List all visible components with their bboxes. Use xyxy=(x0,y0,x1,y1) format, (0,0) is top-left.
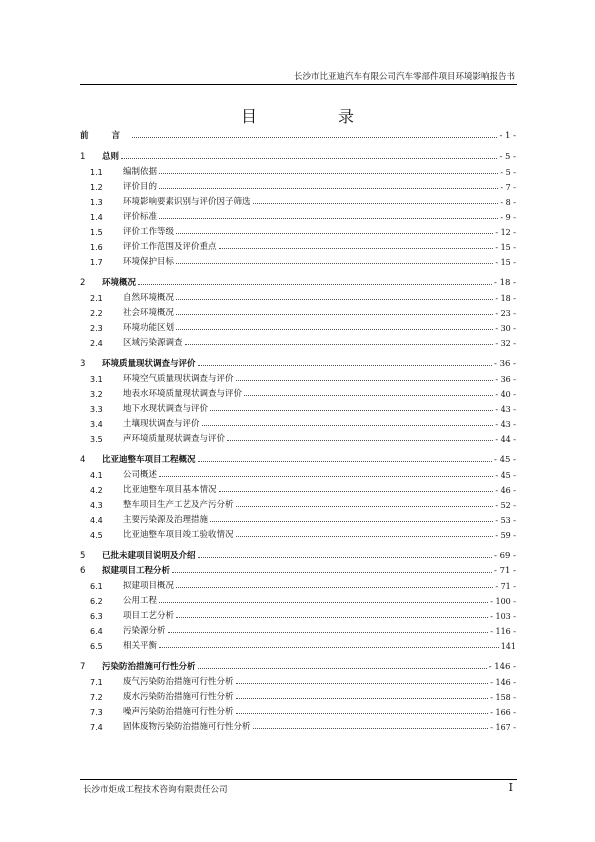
toc-entry-page: - 15 - xyxy=(495,243,516,252)
toc-leader-dots xyxy=(159,646,499,648)
toc-leader-dots xyxy=(198,460,493,462)
toc-entry-page: - 8 - xyxy=(500,198,516,207)
toc-leader-dots xyxy=(138,283,492,285)
table-of-contents xyxy=(80,126,516,732)
toc-section-entry[interactable] xyxy=(80,480,516,495)
toc-leader-dots xyxy=(168,631,489,633)
toc-leader-dots xyxy=(236,697,489,699)
toc-entry-page: - 5 - xyxy=(499,152,516,162)
toc-entry-label: 总则 xyxy=(102,152,120,162)
toc-section-entry[interactable] xyxy=(80,414,516,429)
toc-entry-page: - 43 - xyxy=(495,420,516,429)
toc-section-entry[interactable] xyxy=(80,606,516,621)
toc-section-entry[interactable] xyxy=(80,177,516,192)
toc-chapter-entry[interactable] xyxy=(80,273,516,288)
toc-section-entry[interactable] xyxy=(80,222,516,237)
toc-leader-dots xyxy=(176,298,493,300)
toc-chapter-entry[interactable] xyxy=(80,354,516,369)
toc-entry-label: 前 言 xyxy=(80,131,130,141)
toc-entry-page: - 52 - xyxy=(495,501,516,510)
toc-entry-page: - 166 - xyxy=(490,708,516,717)
toc-leader-dots xyxy=(198,556,493,558)
toc-section-entry[interactable] xyxy=(80,687,516,702)
toc-section-entry[interactable] xyxy=(80,207,516,222)
toc-leader-dots xyxy=(176,232,493,234)
toc-entry-page: - 7 - xyxy=(500,183,516,192)
toc-section-entry[interactable] xyxy=(80,702,516,717)
toc-section-entry[interactable] xyxy=(80,252,516,267)
toc-chapter-entry[interactable] xyxy=(80,450,516,465)
toc-entry-label: 污染源分析 xyxy=(123,626,166,636)
toc-entry-number: 2.3 xyxy=(90,324,103,333)
toc-chapter-entry[interactable] xyxy=(80,561,516,576)
toc-leader-dots xyxy=(236,535,494,537)
toc-entry-label: 环境保护目标 xyxy=(123,257,175,267)
toc-entry-label: 社会环境概况 xyxy=(123,308,175,318)
toc-leader-dots xyxy=(210,520,493,522)
toc-leader-dots xyxy=(244,394,493,396)
toc-entry-page: - 46 - xyxy=(495,486,516,495)
toc-leader-dots xyxy=(176,262,493,264)
footer-company: 长沙市炬成工程技术咨询有限责任公司 xyxy=(83,785,228,795)
toc-entry-page: - 40 - xyxy=(495,390,516,399)
toc-entry-label: 固体废物污染防治措施可行性分析 xyxy=(123,722,251,732)
toc-leader-dots xyxy=(176,616,488,618)
toc-entry-label: 废气污染防治措施可行性分析 xyxy=(123,677,234,687)
toc-entry-number: 5 xyxy=(80,551,86,561)
toc-entry-label: 编制依据 xyxy=(123,167,158,177)
toc-entry-page: - 158 - xyxy=(490,693,516,702)
toc-section-entry[interactable] xyxy=(80,636,516,651)
toc-entry-number: 6.2 xyxy=(90,597,103,606)
toc-leader-dots xyxy=(202,424,494,426)
toc-section-entry[interactable] xyxy=(80,717,516,732)
toc-chapter-entry[interactable] xyxy=(80,546,516,561)
toc-entry-page: - 44 - xyxy=(495,435,516,444)
toc-section-entry[interactable] xyxy=(80,429,516,444)
toc-section-entry[interactable] xyxy=(80,237,516,252)
toc-entry-page: - 30 - xyxy=(495,324,516,333)
toc-section-entry[interactable] xyxy=(80,192,516,207)
toc-entry-number: 1 xyxy=(80,152,86,162)
toc-entry-number: 4.1 xyxy=(90,471,103,480)
toc-leader-dots xyxy=(159,187,498,189)
toc-entry-page: - 103 - xyxy=(490,612,516,621)
toc-entry-label: 环境概况 xyxy=(102,278,137,288)
toc-entry-label: 相关平衡 xyxy=(123,641,158,651)
toc-entry-page: - 69 - xyxy=(494,551,516,561)
toc-entry-page: - 45 - xyxy=(494,455,516,465)
toc-section-entry[interactable] xyxy=(80,303,516,318)
toc-section-entry[interactable] xyxy=(80,672,516,687)
toc-entry-label: 评价工作范围及评价重点 xyxy=(123,242,217,252)
toc-entry-label: 评价工作等级 xyxy=(123,227,175,237)
toc-entry-number: 1.7 xyxy=(90,258,103,267)
toc-entry-label: 环境质量现状调查与评价 xyxy=(102,359,196,369)
toc-leader-dots xyxy=(159,217,498,219)
toc-chapter-entry[interactable] xyxy=(80,657,516,672)
toc-entry-page: - 146 - xyxy=(490,678,516,687)
toc-entry-number: 6.1 xyxy=(90,582,103,591)
toc-section-entry[interactable] xyxy=(80,369,516,384)
toc-entry-page: - 167 - xyxy=(490,723,516,732)
toc-entry-number: 2.4 xyxy=(90,339,103,348)
toc-entry-number: 6.5 xyxy=(90,642,103,651)
toc-entry-number: 1.6 xyxy=(90,243,103,252)
toc-entry-page: 141 xyxy=(500,642,516,651)
toc-entry-label: 地下水现状调查与评价 xyxy=(123,404,209,414)
toc-entry-label: 拟建项目概况 xyxy=(123,581,175,591)
toc-entry-label: 地表水环境质量现状调查与评价 xyxy=(123,389,243,399)
toc-entry-page: - 1 - xyxy=(499,131,516,141)
toc-leader-dots xyxy=(236,379,494,381)
footer-rule xyxy=(80,779,517,780)
toc-title: 目 录 xyxy=(240,107,393,126)
toc-entry-label: 公用工程 xyxy=(123,596,158,606)
toc-entry-label: 比亚迪整车项目工程概况 xyxy=(102,455,196,465)
toc-leader-dots xyxy=(121,157,497,159)
toc-entry-label: 环境空气质量现状调查与评价 xyxy=(123,374,234,384)
toc-chapter-entry[interactable] xyxy=(80,126,516,141)
toc-entry-label: 拟建项目工程分析 xyxy=(102,566,171,576)
toc-leader-dots xyxy=(219,490,494,492)
toc-entry-label: 比亚迪整车项目竣工验收情况 xyxy=(123,530,234,540)
toc-entry-page: - 43 - xyxy=(495,405,516,414)
toc-entry-page: - 100 - xyxy=(490,597,516,606)
toc-entry-number: 3.4 xyxy=(90,420,103,429)
toc-entry-number: 7.3 xyxy=(90,708,103,717)
toc-entry-number: 1.2 xyxy=(90,183,103,192)
toc-entry-number: 7.4 xyxy=(90,723,103,732)
toc-entry-label: 项目工艺分析 xyxy=(123,611,175,621)
toc-entry-number: 1.3 xyxy=(90,198,103,207)
toc-section-entry[interactable] xyxy=(80,399,516,414)
toc-section-entry[interactable] xyxy=(80,288,516,303)
toc-entry-number: 3.3 xyxy=(90,405,103,414)
toc-entry-page: - 18 - xyxy=(494,278,516,288)
toc-entry-label: 已批未建项目说明及介绍 xyxy=(102,551,196,561)
toc-entry-number: 4.2 xyxy=(90,486,103,495)
toc-entry-page: - 59 - xyxy=(495,531,516,540)
toc-section-entry[interactable] xyxy=(80,318,516,333)
toc-entry-number: 4.4 xyxy=(90,516,103,525)
toc-entry-number: 3.5 xyxy=(90,435,103,444)
toc-entry-number: 2.2 xyxy=(90,309,103,318)
toc-entry-page: - 18 - xyxy=(495,294,516,303)
toc-leader-dots xyxy=(159,601,488,603)
toc-leader-dots xyxy=(253,727,489,729)
toc-entry-page: - 71 - xyxy=(494,566,516,576)
toc-leader-dots xyxy=(185,343,494,345)
toc-entry-page: - 36 - xyxy=(494,359,516,369)
toc-chapter-entry[interactable] xyxy=(80,147,516,162)
toc-entry-number: 2.1 xyxy=(90,294,103,303)
toc-entry-number: 7 xyxy=(80,662,86,672)
toc-leader-dots xyxy=(236,682,489,684)
toc-entry-page: - 146 - xyxy=(488,662,516,672)
toc-section-entry[interactable] xyxy=(80,495,516,510)
toc-entry-number: 6.4 xyxy=(90,627,103,636)
toc-entry-page: - 45 - xyxy=(495,471,516,480)
toc-leader-dots xyxy=(227,439,493,441)
toc-leader-dots xyxy=(159,172,498,174)
toc-entry-page: - 53 - xyxy=(495,516,516,525)
toc-entry-number: 1.4 xyxy=(90,213,103,222)
toc-entry-number: 3.2 xyxy=(90,390,103,399)
toc-entry-label: 声环境质量现状调查与评价 xyxy=(123,434,226,444)
toc-leader-dots xyxy=(198,364,493,366)
running-header: 长沙市比亚迪汽车有限公司汽车零部件项目环境影响报告书 xyxy=(293,72,515,82)
toc-section-entry[interactable] xyxy=(80,162,516,177)
toc-entry-label: 自然环境概况 xyxy=(123,293,175,303)
toc-entry-label: 环境影响要素识别与评价因子筛选 xyxy=(123,197,251,207)
toc-section-entry[interactable] xyxy=(80,576,516,591)
toc-entry-label: 环境功能区划 xyxy=(123,323,175,333)
toc-section-entry[interactable] xyxy=(80,525,516,540)
header-rule xyxy=(80,84,517,85)
toc-entry-label: 废水污染防治措施可行性分析 xyxy=(123,692,234,702)
toc-entry-label: 评价标准 xyxy=(123,212,158,222)
toc-entry-number: 2 xyxy=(80,278,86,288)
toc-entry-page: - 71 - xyxy=(495,582,516,591)
toc-entry-label: 土壤现状调查与评价 xyxy=(123,419,200,429)
toc-entry-number: 1.1 xyxy=(90,168,103,177)
toc-entry-label: 比亚迪整车项目基本情况 xyxy=(123,485,217,495)
toc-entry-label: 噪声污染防治措施可行性分析 xyxy=(123,707,234,717)
toc-section-entry[interactable] xyxy=(80,384,516,399)
toc-entry-page: - 9 - xyxy=(500,213,516,222)
toc-section-entry[interactable] xyxy=(80,333,516,348)
toc-leader-dots xyxy=(253,202,499,204)
toc-leader-dots xyxy=(198,667,487,669)
toc-leader-dots xyxy=(172,571,492,573)
toc-leader-dots xyxy=(236,712,489,714)
toc-entry-number: 7.2 xyxy=(90,693,103,702)
toc-entry-page: - 12 - xyxy=(495,228,516,237)
toc-entry-number: 4.3 xyxy=(90,501,103,510)
toc-entry-page: - 116 - xyxy=(490,627,516,636)
toc-leader-dots xyxy=(219,247,494,249)
toc-entry-label: 评价目的 xyxy=(123,182,158,192)
toc-entry-label: 主要污染源及治理措施 xyxy=(123,515,209,525)
toc-entry-page: - 5 - xyxy=(500,168,516,177)
toc-entry-label: 区域污染源调查 xyxy=(123,338,183,348)
toc-entry-page: - 23 - xyxy=(495,309,516,318)
toc-entry-page: - 32 - xyxy=(495,339,516,348)
toc-section-entry[interactable] xyxy=(80,591,516,606)
toc-entry-number: 3 xyxy=(80,359,86,369)
toc-section-entry[interactable] xyxy=(80,465,516,480)
toc-entry-page: - 15 - xyxy=(495,258,516,267)
toc-leader-dots xyxy=(176,328,493,330)
toc-leader-dots xyxy=(176,586,493,588)
toc-entry-page: - 36 - xyxy=(495,375,516,384)
toc-leader-dots xyxy=(132,136,497,138)
toc-entry-number: 6.3 xyxy=(90,612,103,621)
toc-section-entry[interactable] xyxy=(80,510,516,525)
toc-entry-label: 整车项目生产工艺及产污分析 xyxy=(123,500,234,510)
toc-leader-dots xyxy=(236,505,494,507)
toc-entry-number: 7.1 xyxy=(90,678,103,687)
toc-entry-number: 1.5 xyxy=(90,228,103,237)
footer-page-number: I xyxy=(508,781,513,794)
toc-leader-dots xyxy=(210,409,493,411)
toc-entry-label: 污染防治措施可行性分析 xyxy=(102,662,196,672)
toc-entry-number: 3.1 xyxy=(90,375,103,384)
toc-entry-number: 6 xyxy=(80,566,86,576)
toc-leader-dots xyxy=(159,475,493,477)
toc-entry-label: 公司概述 xyxy=(123,470,158,480)
toc-leader-dots xyxy=(176,313,493,315)
toc-section-entry[interactable] xyxy=(80,621,516,636)
toc-entry-number: 4 xyxy=(80,455,86,465)
toc-entry-number: 4.5 xyxy=(90,531,103,540)
